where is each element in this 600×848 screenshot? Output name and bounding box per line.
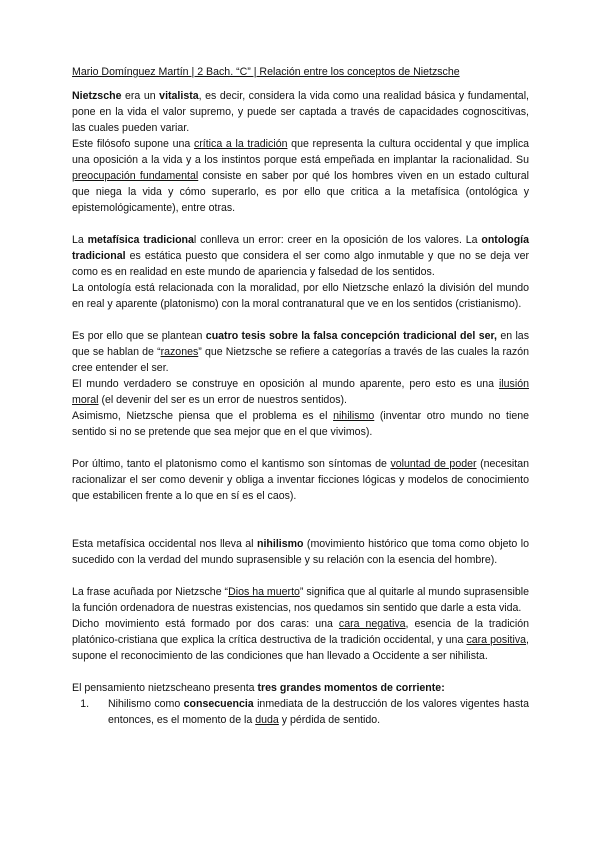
paragraph-metafisica-tradicional: La metafísica tradicional conlleva un error: creer en la oposición de los valores. La ontología tradicional es estática puesto que considera el ser como algo inmutable y que no se deja ver como es en realidad en este mundo de apariencia y falsedad de los sentidos. <box>72 234 530 278</box>
term-cara-positiva: cara positiva <box>466 634 527 646</box>
document-page <box>72 66 529 728</box>
term-nihilismo: nihilismo <box>333 410 375 422</box>
paragraph-tres-momentos: El pensamiento nietzscheano presenta tres grandes momentos de corriente: <box>72 682 445 694</box>
paragraph-dos-caras: Dicho movimiento está formado por dos caras: una cara negativa, esencia de la tradición platónico-cristiana que explica la crítica destructiva de la tradición occidental, y una cara positiva, supone el reconocimiento de las condiciones que han llevado a Occidente a ser nihilista. <box>72 618 529 662</box>
document-header: Mario Domínguez Martín | 2 Bach. “C” | Relación entre los conceptos de Nietzsche <box>72 66 460 78</box>
term-dios-ha-muerto: Dios ha muerto <box>228 586 300 598</box>
list-item: 1. Nihilismo como consecuencia inmediata de la destrucción de los valores vigentes hasta entonces, es el momento de la duda y pérdida de sentido. <box>92 696 529 728</box>
paragraph-metafisica-nihilismo: Esta metafísica occidental nos lleva al nihilismo (movimiento histórico que toma como objeto lo sucedido con la verdad del mundo suprasensible y su relación con la esencia del hombre). <box>72 538 530 566</box>
paragraph-vitalismo: Nietzsche era un vitalista, es decir, considera la vida como una realidad básica y fundamental, pone en la vida el valor supremo, y puede ser captada a través de capacidades cognoscitivas, las cuales pueden variar. <box>72 90 529 134</box>
term-consecuencia: consecuencia <box>183 698 254 710</box>
term-metafisica-tradicional: metafísica tradiciona <box>87 234 194 246</box>
term-preocupacion-fundamental: preocupación fundamental <box>72 170 199 182</box>
term-nihilismo-bold: nihilismo <box>256 538 304 550</box>
paragraph-cuatro-tesis: Es por ello que se plantean cuatro tesis sobre la falsa concepción tradicional del ser, en las que se hablan de “razones” que Nietzsche se refiere a categorías a través de las cuales la razón cree entender el ser. <box>72 330 529 374</box>
paragraph-voluntad-poder: Por último, tanto el platonismo como el kantismo son síntomas de voluntad de poder (necesitan racionalizar el ser como devenir y obliga a inventar ficciones lógicas y modelos de conocimiento que estabilicen frente a lo que en sí es el caos). <box>72 458 529 502</box>
paragraph-dios-ha-muerto: La frase acuñada por Nietzsche “Dios ha muerto” significa que al quitarle al mundo suprasensible la función ordenadora de nuestras existencias, nos quedamos sin sentido que darle a esta vida. <box>72 586 529 614</box>
term-cara-negativa: cara negativa <box>338 618 406 630</box>
term-critica-tradicion: crítica a la tradición <box>193 138 288 150</box>
paragraph-ontologia-moralidad: La ontología está relacionada con la moralidad, por ello Nietzsche enlazó la división del mundo en real y aparente (platonismo) con la moral contranatural que ve en los sentidos (cristianismo). <box>72 282 529 310</box>
term-vitalista: vitalista <box>159 90 199 102</box>
momentos-list <box>72 696 529 728</box>
term-voluntad-poder: voluntad de poder <box>390 458 477 470</box>
term-ilusion-moral: ilusión moral <box>72 378 529 406</box>
paragraph-critica-tradicion: Este filósofo supone una crítica a la tradición que representa la cultura occidental y que implica una oposición a la vida y a los instintos porque está empeñada en implantar la racionalidad. Su preocupación fundamental consiste en saber por qué los hombres viven en un estado cultural que niega la vida y cómo superarlo, es por ello que critica a la metafísica (ontológica y epistemológicamente), entre otras. <box>72 138 530 214</box>
term-duda: duda <box>255 714 279 726</box>
paragraph-nihilismo-problema: Asimismo, Nietzsche piensa que el problema es el nihilismo (inventar otro mundo no tiene sentido si no se pretende que sea mejor que en el que vivimos). <box>72 410 529 438</box>
term-cuatro-tesis: cuatro tesis sobre la falsa concepción tradicional del ser, <box>205 330 497 342</box>
term-nietzsche: Nietzsche <box>72 90 122 102</box>
term-razones: razones <box>160 346 199 358</box>
paragraph-mundo-verdadero: El mundo verdadero se construye en oposición al mundo aparente, pero esto es una ilusión moral (el devenir del ser es un error de nuestros sentidos). <box>72 378 529 406</box>
term-tres-momentos: tres grandes momentos de corriente: <box>257 682 445 694</box>
term-ontologia-tradicional: ontología tradicional <box>72 234 530 262</box>
